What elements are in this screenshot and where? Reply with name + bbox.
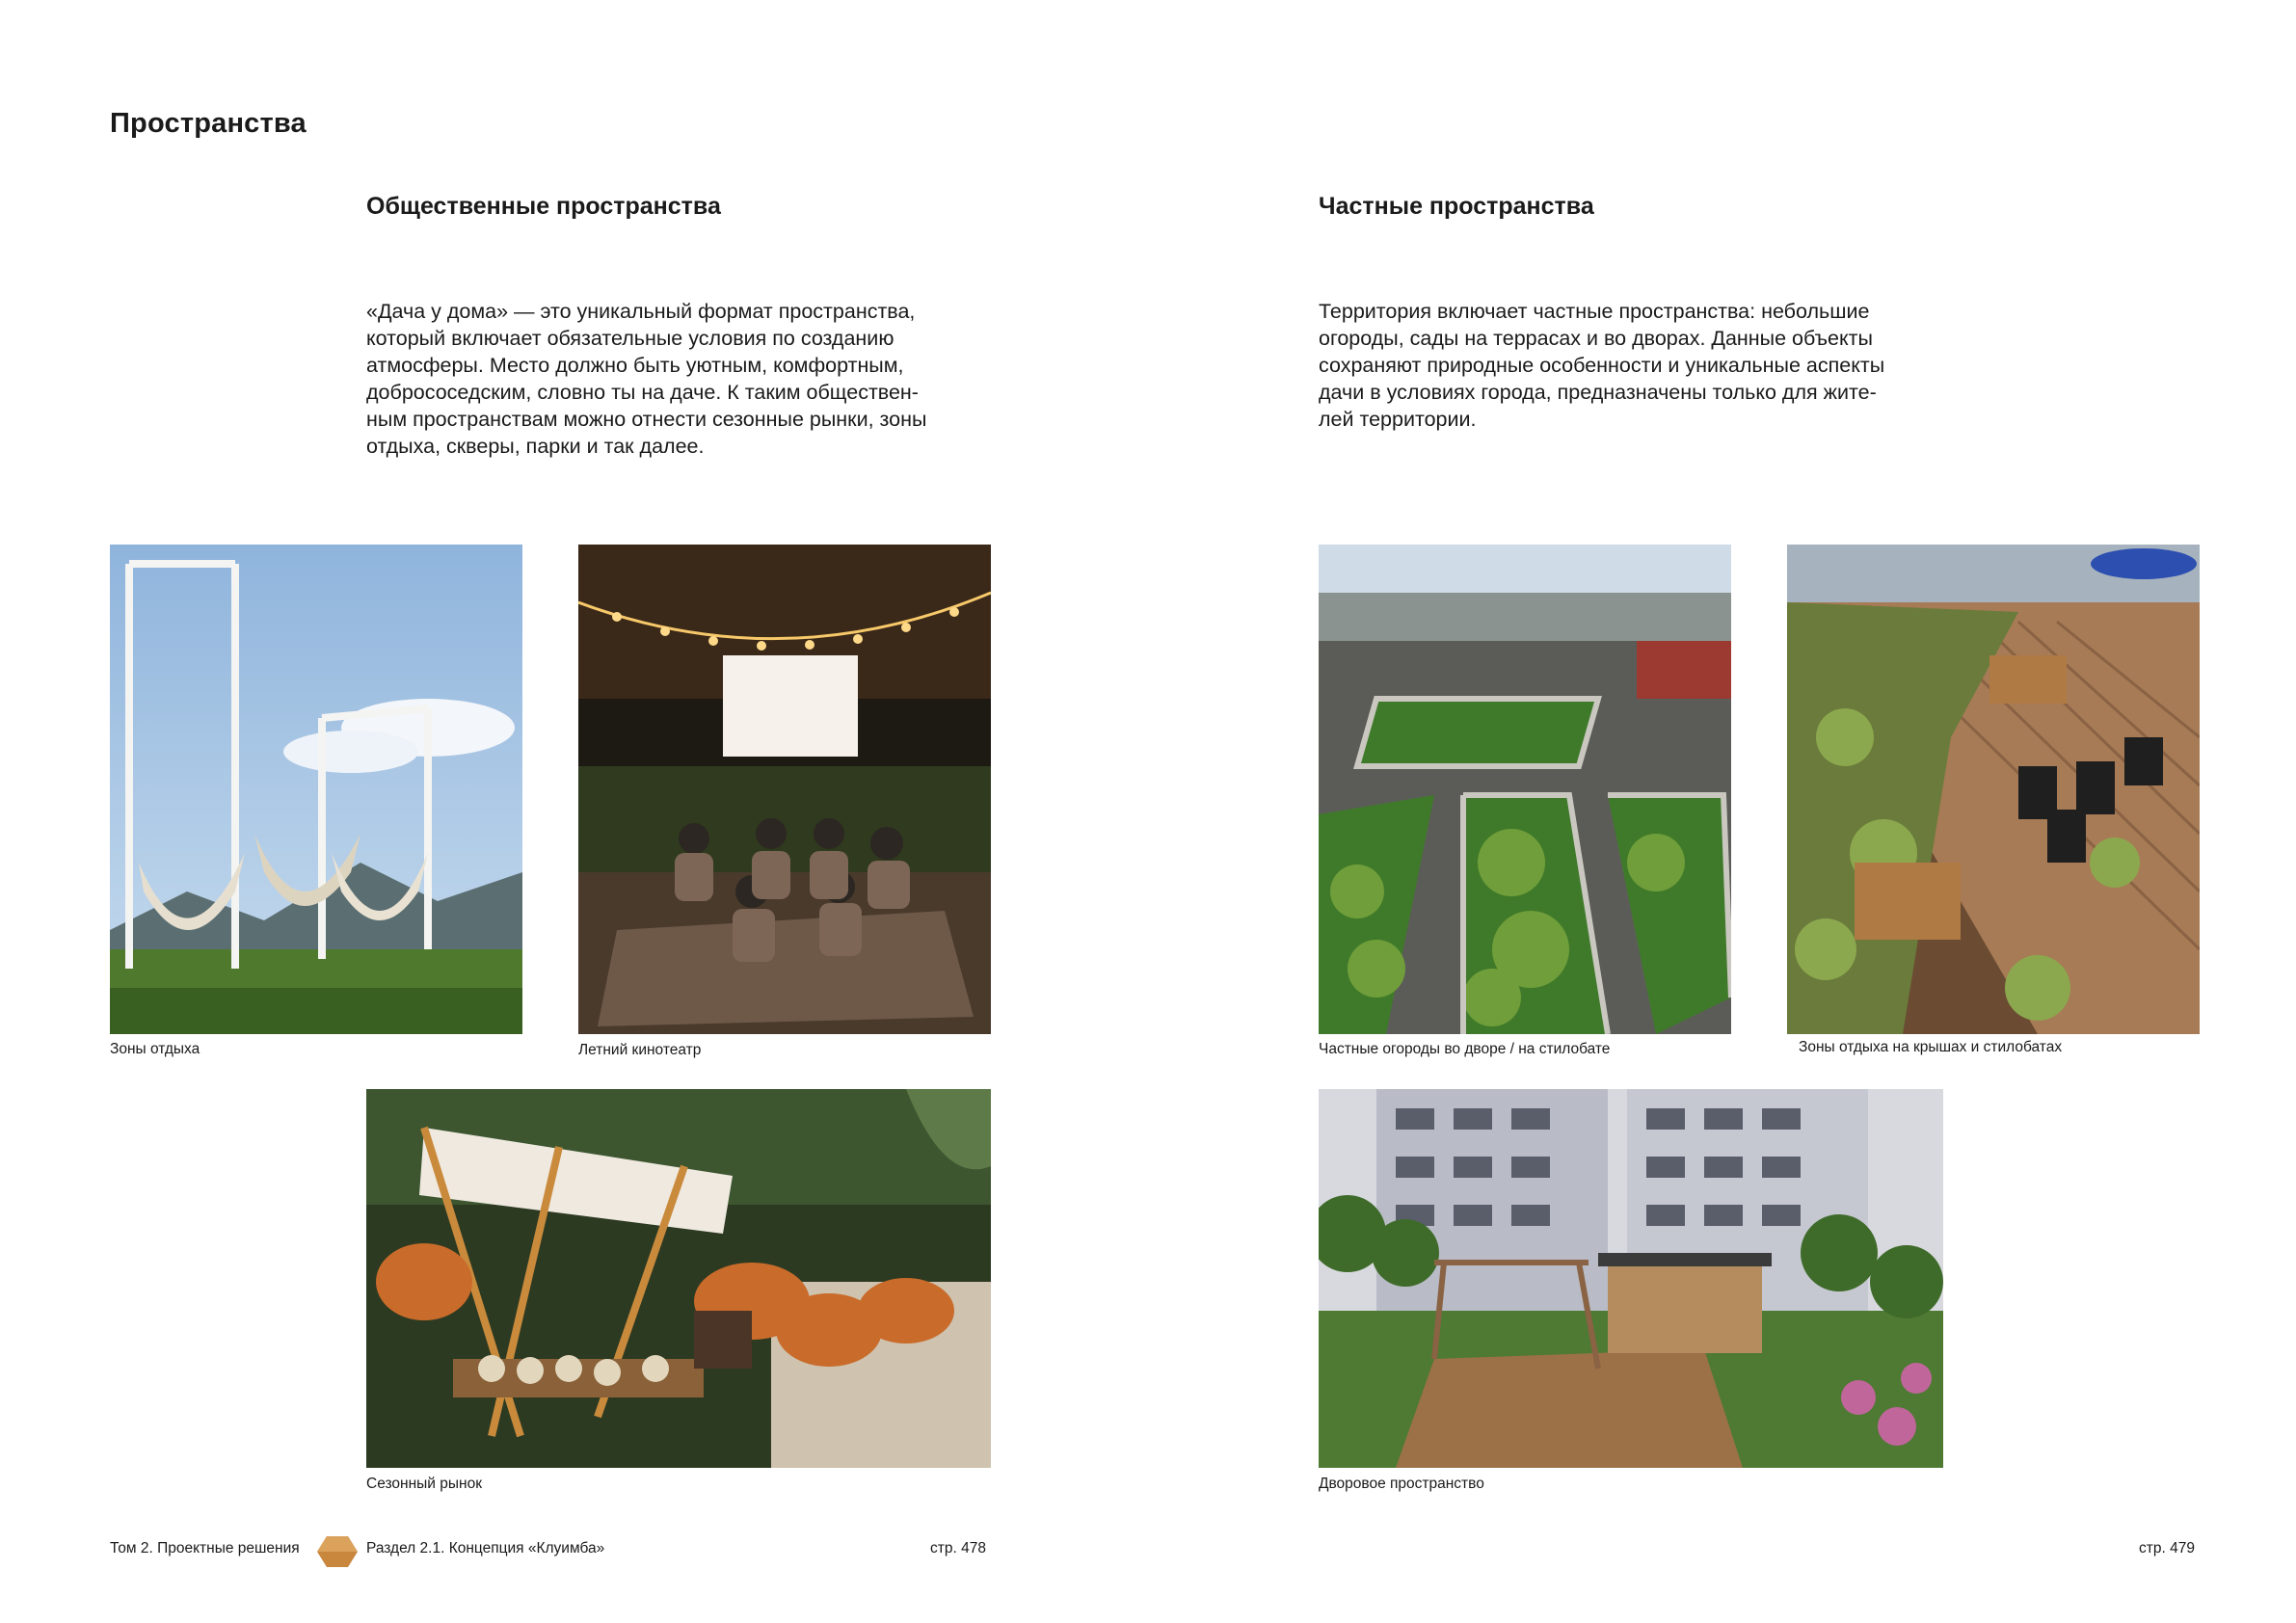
public-spaces-heading: Общественные пространства [366, 193, 721, 220]
private-spaces-heading: Частные пространства [1319, 193, 1594, 220]
footer-section: Раздел 2.1. Концепция «Клуимба» [366, 1540, 605, 1556]
page-title: Пространства [110, 108, 307, 139]
gardens-photo [1319, 545, 1731, 1034]
private-spaces-text: Территория включает частные пространства: небольшие огороды, сады на террасах и во дворах. Данные объекты сохраняют природные особенности и уникальные аспекты дачи в условиях города, предназначены только для жите- лей территории. [1319, 300, 1885, 431]
caption-cinema: Летний кинотеатр [578, 1042, 702, 1058]
caption-courtyard: Дворовое пространство [1319, 1476, 1484, 1492]
public-spaces-text: «Дача у дома» — это уникальный формат пространства, который включает обязательные условия по созданию атмосферы. Место должно быть уютным, комфортным, добрососедским, словно ты на даче. К таким обществен- ным пространствам можно отнести сезонные рынки, зоны отдыха, скверы, парки и так далее. [366, 300, 927, 458]
roof-zones-photo [1787, 545, 2200, 1034]
cinema-photo [578, 545, 991, 1034]
brand-logo-icon [317, 1534, 358, 1569]
footer-page-left: стр. 478 [930, 1540, 986, 1556]
courtyard-photo [1319, 1089, 1943, 1468]
rest-zones-photo [110, 545, 522, 1034]
market-photo [366, 1089, 991, 1468]
footer-page-right: стр. 479 [2139, 1540, 2195, 1556]
caption-roof-zones: Зоны отдыха на крышах и стилобатах [1799, 1039, 2063, 1055]
footer-volume: Том 2. Проектные решения [110, 1540, 300, 1556]
caption-rest-zones: Зоны отдыха [110, 1041, 200, 1057]
caption-gardens: Частные огороды во дворе / на стилобате [1319, 1041, 1611, 1057]
caption-market: Сезонный рынок [366, 1476, 482, 1492]
